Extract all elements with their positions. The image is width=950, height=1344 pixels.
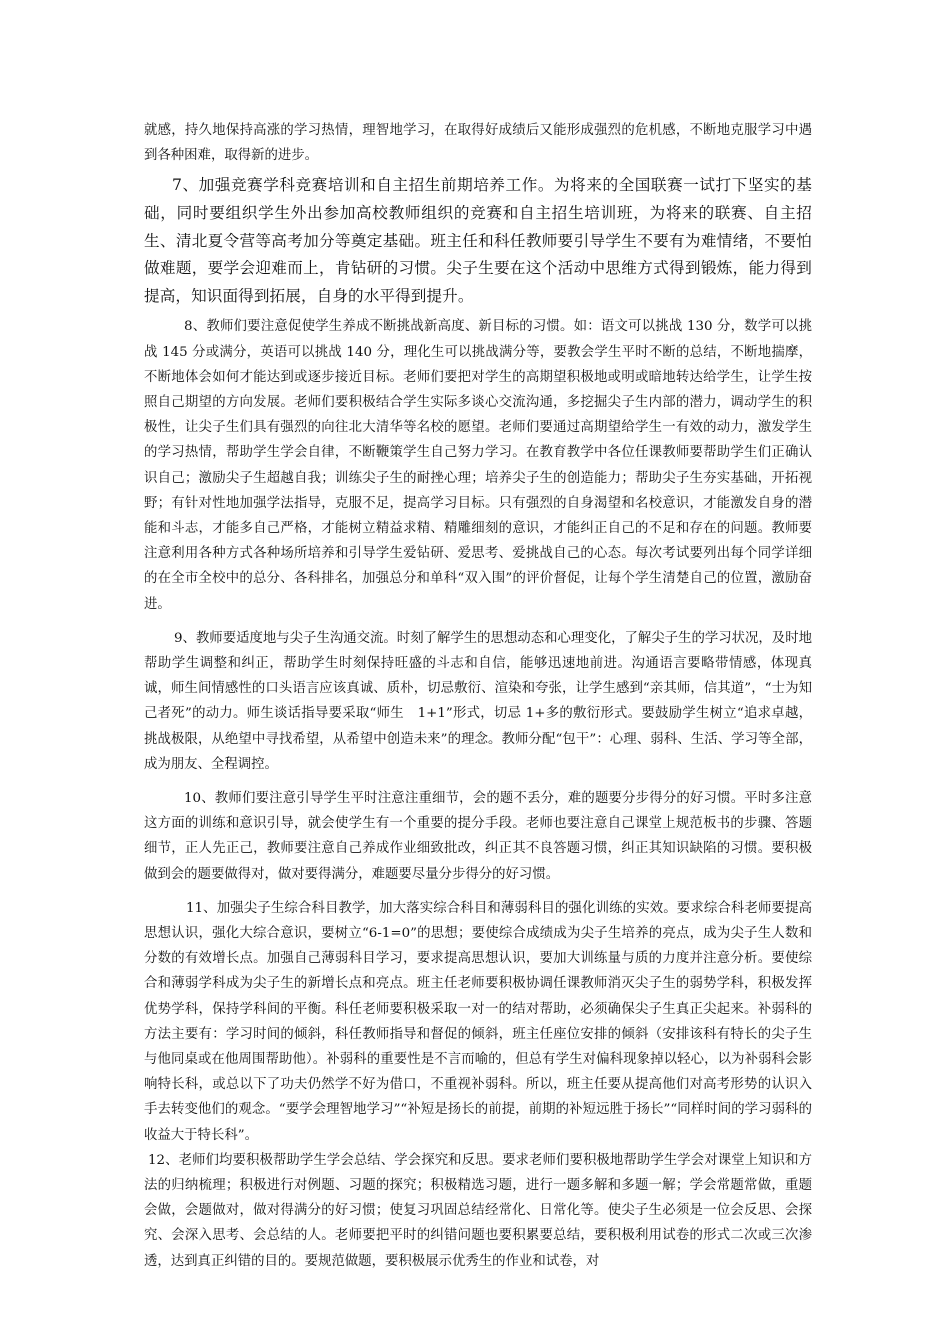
paragraph-item-9: 9、教师要适度地与尖子生沟通交流。时刻了解学生的思想动态和心理变化，了解尖子生的学习状况，及时地帮助学生调整和纠正，帮助学生时刻保持旺盛的斗志和自信，能够迅速地前进。沟通语言要略带情感，体现真诚，师生间情感性的口头语言应该真诚、质朴，切忌敷衍、渲染和夸张，让学生感到“亲其师，信其道”，“士为知己者死”的动力。师生谈话指导要采取“师生 1+1”形式，切忌 1+多的敷衍形式。要鼓励学生树立“追求卓越，挑战极限，从绝望中寻找希望，从希望中创造未来”的理念。教师分配“包干”：心理、弱科、生活、学习等全部，成为朋友、全程调控。 [144, 630, 812, 772]
paragraph-item-12: 12、老师们均要积极帮助学生学会总结、学会探究和反思。要求老师们要积极地帮助学生学会对课堂上知识和方法的归纳梳理；积极进行对例题、习题的探究；积极精选习题，进行一题多解和多题一解；学会常题常做，重题会做，会题做对，做对得满分的好习惯；使复习巩固总结经常化、日常化等。使尖子生必须是一位会反思、会探究、会深入思考、会总结的人。老师要把平时的纠错问题也要积累要总结，要积极利用试卷的形式二次或三次渗透，达到真正纠错的目的。要规范做题，要积极展示优秀生的作业和试卷，对 [144, 1152, 812, 1269]
paragraph-continuation: 就感，持久地保持高涨的学习热情，理智地学习，在取得好成绩后又能形成强烈的危机感，不断地克服学习中遇到各种困难，取得新的进步。 [144, 123, 812, 164]
paragraph-item-11: 11、加强尖子生综合科目教学，加大落实综合科目和薄弱科目的强化训练的实效。要求综合科老师要提高思想认识，强化大综合意识，要树立“6-1=0”的思想；要使综合成绩成为尖子生培养的亮点，成为尖子生人数和分数的有效增长点。加强自己薄弱科目学习，要求提高思想认识，要加大训练量与质的力度并注意分析。要使综合和薄弱学科成为尖子生的新增长点和亮点。班主任老师要积极协调任课教师消灭尖子生的弱势学科，积极发挥优势学科，保持学科间的平衡。科任老师要积极采取一对一的结对帮助，必须确保尖子生真正尖起来。补弱科的方法主要有：学习时间的倾斜，科任教师指导和督促的倾斜，班主任座位安排的倾斜（安排该科有特长的尖子生与他同桌或在他周围帮助他）。补弱科的重要性是不言而喻的，但总有学生对偏科现象掉以轻心，以为补弱科会影响特长科，或总以下了功夫仍然学不好为借口，不重视补弱科。所以，班主任要从提高他们对高考形势的认识入手去转变他们的观念。“要学会理智地学习”“补短是扬长的前提，前期的补短远胜于扬长”“同样时间的学习弱科的收益大于特长科”。 [144, 900, 812, 1143]
document-page [144, 118, 812, 1274]
paragraph-item-7: 7、加强竞赛学科竞赛培训和自主招生前期培养工作。为将来的全国联赛一试打下坚实的基础，同时要组织学生外出参加高校教师组织的竞赛和自主招生培训班，为将来的联赛、自主招生、清北夏令营等高考加分等奠定基础。班主任和科任教师要引导学生不要有为难情绪，不要怕做难题，要学会迎难而上，肯钻研的习惯。尖子生要在这个活动中思维方式得到锻炼，能力得到提高，知识面得到拓展，自身的水平得到提升。 [144, 176, 812, 305]
paragraph-item-8: 8、教师们要注意促使学生养成不断挑战新高度、新目标的习惯。如：语文可以挑战 130 分，数学可以挑战 145 分或满分，英语可以挑战 140 分，理化生可以挑战满分等，要教会学生平时不断的总结，不断地揣摩，不断地体会如何才能达到或逐步接近目标。老师们要把对学生的高期望积极地或明或暗地转达给学生，让学生按照自己期望的方向发展。老师们要积极结合学生实际多谈心交流沟通，多挖掘尖子生内部的潜力，调动学生的积极性，让尖子生们具有强烈的向往北大清华等名校的愿望。老师们要通过高期望给学生一有效的动力，激发学生的学习热情，帮助学生学会自律，不断鞭策学生自己努力学习。在教育教学中各位任课教师要帮助学生们正确认识自己；激励尖子生超越自我；训练尖子生的耐挫心理；培养尖子生的创造能力；帮助尖子生夯实基础，开拓视野；有针对性地加强学法指导，克服不足，提高学习目标。只有强烈的自身渴望和名校意识，才能激发自身的潜能和斗志，才能多自己严格，才能树立精益求精、精雕细刻的意识，才能纠正自己的不足和存在的问题。教师要注意利用各种方式各种场所培养和引导学生爱钻研、爱思考、爱挑战自己的心态。每次考试要列出每个同学详细的在全市全校中的总分、各科排名，加强总分和单科“双入围”的评价督促，让每个学生清楚自己的位置，激励奋进。 [144, 319, 812, 612]
paragraph-item-10: 10、教师们要注意引导学生平时注意注重细节，会的题不丢分，难的题要分步得分的好习惯。平时多注意这方面的训练和意识引导，就会使学生有一个重要的提分手段。老师也要注意自己课堂上规范板书的步骤、答题细节，正人先正己，教师要注意自己养成作业细致批改，纠正其不良答题习惯，纠正其知识缺陷的习惯。要积极做到会的题要做得对，做对要得满分，难题要尽量分步得分的好习惯。 [144, 791, 812, 882]
